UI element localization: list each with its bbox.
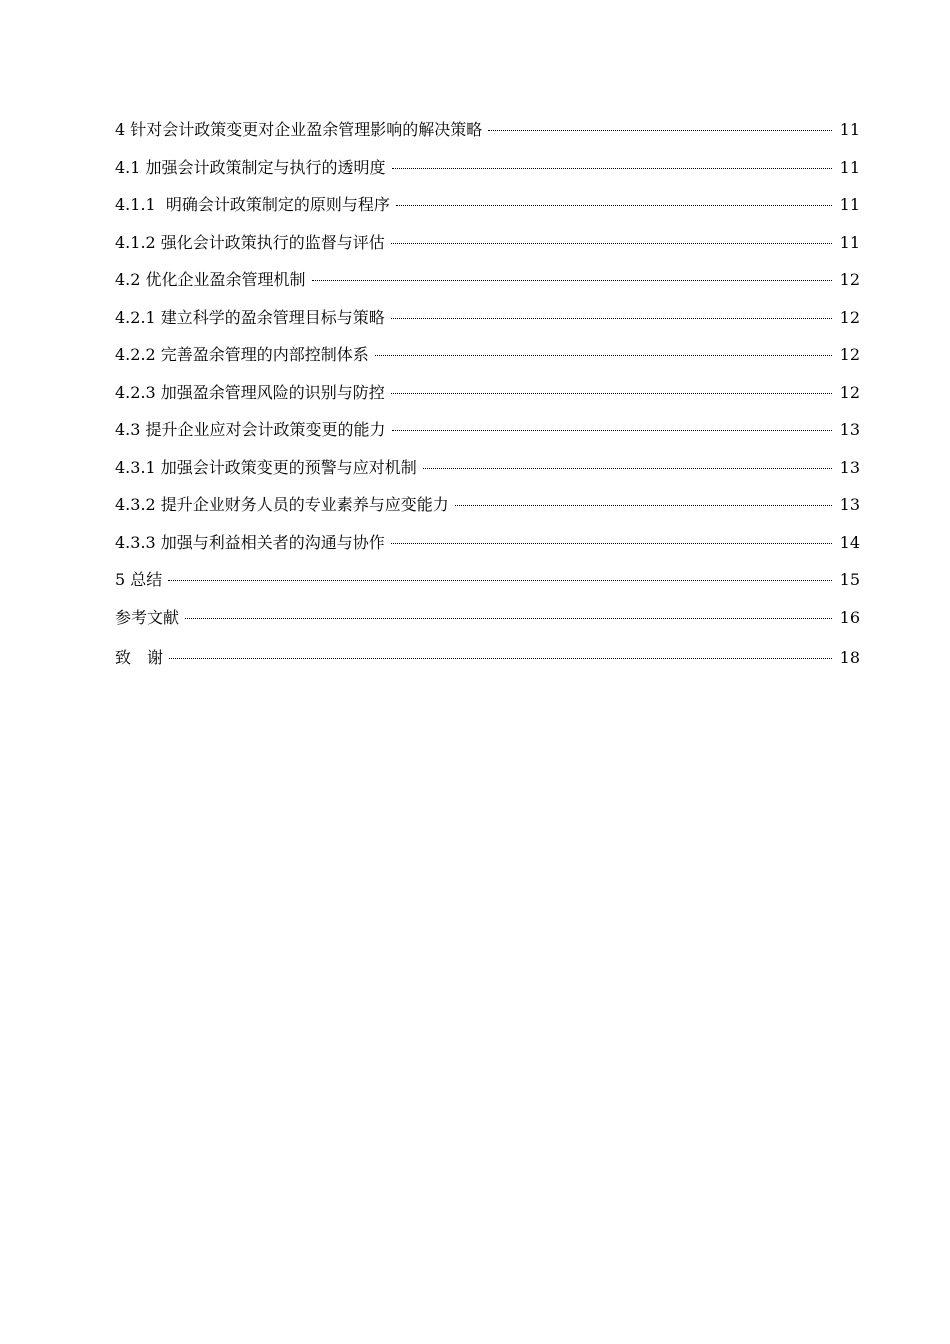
toc-entry-label: 4.2.1 建立科学的盈余管理目标与策略 [115,307,385,327]
toc-entry-4-3-2[interactable] [115,491,860,529]
toc-entry-page: 16 [839,607,860,627]
toc-entry-4-2-1[interactable] [115,304,860,342]
toc-entry-page: 12 [839,307,860,327]
dot-leader [168,580,832,581]
toc-entry-page: 12 [839,382,860,402]
dot-leader [169,658,832,659]
toc-entry-4-2[interactable] [115,266,860,304]
dot-leader [391,543,832,544]
toc-entry-page: 11 [839,120,860,139]
toc-entry-label: 4.1 加强会计政策制定与执行的透明度 [115,157,386,177]
dot-leader [488,130,832,131]
toc-entry-label: 4.3.1 加强会计政策变更的预警与应对机制 [115,457,417,477]
toc-entry-references[interactable] [115,604,860,642]
toc-entry-page: 18 [839,648,860,667]
toc-entry-label: 4.3.3 加强与利益相关者的沟通与协作 [115,532,385,552]
dot-leader [391,393,832,394]
toc-entry-4-3-3[interactable] [115,529,860,567]
toc-entry-page: 11 [839,195,860,214]
dot-leader [185,618,832,619]
toc-entry-label: 4.2 优化企业盈余管理机制 [115,270,306,289]
toc-entry-label: 4.2.2 完善盈余管理的内部控制体系 [115,345,369,364]
toc-entry-label: 4 针对会计政策变更对企业盈余管理影响的解决策略 [115,120,483,139]
toc-entry-page: 13 [839,495,860,514]
toc-entry-4-1-1[interactable] [115,191,860,229]
toc-entry-page: 11 [839,157,860,177]
toc-entry-4-3-1[interactable] [115,454,860,492]
dot-leader [391,243,832,244]
toc-entry-label: 参考文献 [115,607,180,627]
toc-entry-4-2-2[interactable] [115,341,860,379]
table-of-contents [115,116,860,682]
toc-entry-page: 12 [839,270,860,289]
dot-leader [375,355,832,356]
dot-leader [392,430,832,431]
toc-entry-label: 4.3.2 提升企业财务人员的专业素养与应变能力 [115,495,449,514]
toc-entry-page: 12 [839,345,860,364]
dot-leader [396,205,832,206]
dot-leader [391,318,832,319]
toc-entry-4-2-3[interactable] [115,379,860,417]
toc-entry-4[interactable] [115,116,860,154]
toc-entry-page: 15 [839,570,860,589]
toc-entry-page: 13 [839,420,860,439]
dot-leader [423,468,832,469]
toc-entry-page: 13 [839,457,860,477]
toc-entry-label: 4.3 提升企业应对会计政策变更的能力 [115,420,386,439]
toc-entry-4-1[interactable] [115,154,860,192]
toc-entry-4-1-2[interactable] [115,229,860,267]
toc-entry-page: 11 [839,232,860,252]
dot-leader [392,168,832,169]
toc-entry-label: 致 谢 [115,648,164,667]
toc-entry-4-3[interactable] [115,416,860,454]
toc-entry-5[interactable] [115,566,860,604]
toc-entry-label: 5 总结 [115,570,163,589]
toc-entry-label: 4.1.2 强化会计政策执行的监督与评估 [115,232,385,252]
toc-entry-label: 4.1.1 明确会计政策制定的原则与程序 [115,195,390,214]
toc-entry-page: 14 [839,532,860,552]
toc-entry-label: 4.2.3 加强盈余管理风险的识别与防控 [115,382,385,402]
dot-leader [312,280,832,281]
toc-entry-acknowledgements[interactable] [115,644,860,682]
dot-leader [455,505,832,506]
